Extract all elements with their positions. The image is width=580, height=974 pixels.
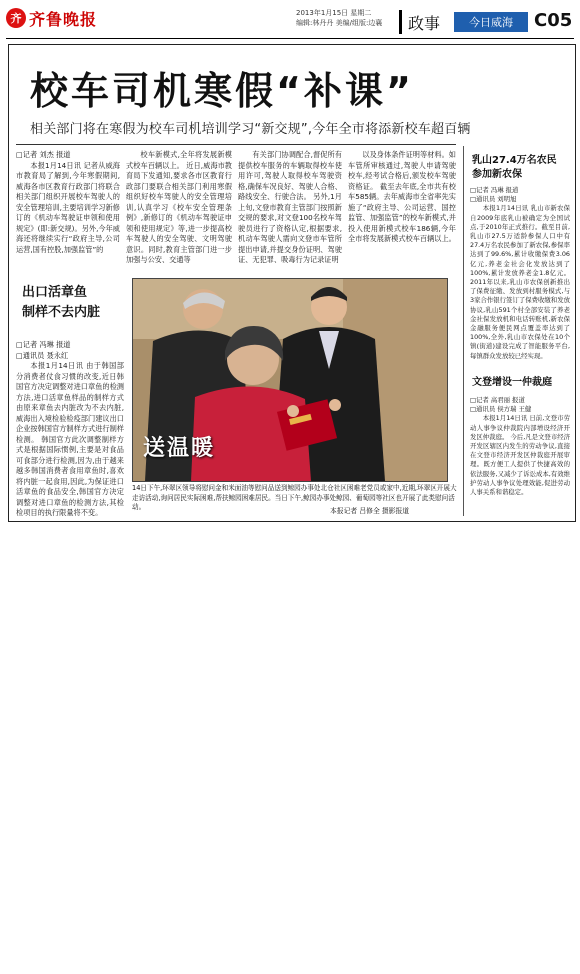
lead-paragraph: 以及身体条件证明等材料。如车管所审核通过,驾驶人申请驾驶校车,经考试合格后,颁发校车驾驶资格证。 截至去年底,全市共有校车585辆。去年威海市全省率先实施了“政府主导、公司运营、国控监管、加强监管”的校车新模式,并投入使用新模式校车186辆,今年全市将发展新模式校车百辆以上。 [348,150,456,243]
photo-credit: 本报记者 吕修全 摄影报道 [330,507,410,515]
newspaper-logo [6,6,97,30]
fish-article [16,340,124,517]
lead-column-1 [16,150,120,254]
sidebar-story1-title-line1: 乳山27.4万名农民 [472,155,557,166]
page-number: C05 [534,10,573,31]
masthead-rule [6,38,574,39]
logo-text: 齐鲁晚报 [29,9,98,29]
blank-page-area [0,522,580,974]
fish-byline: □通讯员 聂永红 [16,350,69,360]
fish-paragraph: 本报1月14日讯 由于韩国部分消费者仗食习惯的改变,近日韩国官方决定调整对进口章鱼的检测方法,进口活章鱼样品的制样方式由原来章鱼去内脏改为不去内脏,威海出入境检验检疫部门建议出口企业按韩国官方制样方式进行制样检测。 韩国官方此次调整制样方式是根据国际惯例,主要是对食品可食部分进行检测,因为,由于越来越多韩国消费者食用章鱼时,喜欢将内脏一起食用,因此,为保证进口活章鱼的食品安全,韩国官方决定调整对进口章鱼的检测方法,其检检项目的执行限量将不变。 [16,361,124,517]
lead-paragraph: 本报1月14日讯 记者从威海市教育局了解到,今年寒假期间,威海各市区教育行政部门将联合相关部门组织开展校车驾驶人的安全管理培训,主要培训学习新修订的《机动车驾驶证申领和使用规定》(即:新交规)。另外,今年威海还将继续实行“政府主导,公司运营,国有控股,加强监管”的 [16,160,120,254]
section-divider [399,10,402,34]
issue-meta [296,8,396,28]
sidebar-paragraph: 本报1月14日讯 乳山市新农保自2009年底乳山被确定为全国试点,于2010年正式推行。截至目前,乳山市27.5万适龄参保人口中有27.4万名农民参加了新农保,参保率达到了99.6%,累计收缴保费3.06亿元,养老金社会化发放达到了100%,累计发放养老金1.8亿元。 2011年以来,乳山市农保创新推出了保费征缴、发放到村服务模式,与3家合作银行签订了保费收缴和发放协议,乳山591个村全部安装了养老金社保发放机和电话转账机,新农保金融服务便民网点覆盖率达到了100%,全外,乳山市农保处在10个镇(街道)建设完成了智能服务平台,每镇群众发放较已经实现。 [470,204,570,360]
fish-byline: □记者 冯琳 报道 [16,340,71,349]
edition-badge: 今日威海 [454,12,528,32]
sidebar-story1-title-line2: 参加新农保 [472,169,522,180]
headline-rule [16,144,456,145]
lead-paragraph: 校车新模式,全年将发展新模式校车百辆以上。 近日,威海市教育局下发通知,要求各市区教育行政部门要联合相关部门利用寒假组织好校车驾驶人的安全管理培训,认真学习《校车安全管理条例》,新修订的《机动车驾驶证申领和使用规定》等,进一步提高校车驾驶人的安全驾驶、文明驾驶意识。同时,教育主管部门进一步加强与公安、交通等 [126,150,232,264]
sidebar-byline: □通讯员 侯方瑞 王健 [470,405,532,414]
masthead [6,4,574,38]
lead-column-3 [238,150,342,274]
sidebar-story2 [470,396,570,516]
lead-headline: 校车司机寒假“补课” [30,69,414,113]
sidebar-story2-title: 文登增设一仲裁庭 [472,377,552,388]
section-name: 政事 [408,14,441,33]
logo-emblem-icon: 齐 [6,8,26,28]
lead-byline: □记者 刘杰 报道 [16,150,71,159]
fish-title-line2: 制样不去内脏 [22,305,101,320]
lead-column-4 [348,150,456,274]
news-photo [132,278,448,482]
sidebar-story1 [470,186,570,366]
fish-title-line1: 出口活章鱼 [22,285,88,300]
sidebar-byline: □记者 冯琳 报道 [470,186,519,194]
photo-caption: 14日下午,环翠区领导将慰问金和米面油等慰问品送到鲸园办事处北仓社区困难老党员或家中,近期,环翠区开展大走访活动,询问居民实际困难,帮扶鲸园困难居民。当日下午,鲸园办事处鲸园、葡萄园等社区也开展了此类慰问活动。 [132,484,457,511]
lead-paragraph: 有关部门协调配合,督促所有提供校车服务的车辆取得校车使用许可,驾驶人取得校车驾驶资格,确保车况良好、驾驶人合格、路线安全、行驶合法。 另外,1月上旬,文登市教育主管部门按照新交规的要求,对文登100名校车驾驶员进行了资格认定,根据要求,机动车驾驶人需向文登市车管所提出申请,并提交身份证明、驾驶证、无犯罪、吸毒行为记录证明 [238,150,342,264]
sidebar-paragraph: 本报1月14日讯 日前,文登市劳动人事争议仲裁院内部增设经济开发区仲裁庭。 今后,凡是文登市经济开发区辖区内发生的劳动争议,直接在文登市经济开发区仲裁庭开展审理。既方便工人提供了快捷高效的依法服务,又减少了诉讼成本,有效维护劳动人事争议处理效能,促进劳动人事关系和谐稳定。 [470,414,570,497]
sidebar-byline: □记者 高君丽 报道 [470,396,525,404]
issue-date: 2013年1月15日 星期二 [296,9,372,17]
issue-editors: 编辑:林丹丹 美编/组版:边襄 [296,19,383,27]
photo-overlay-title: 送温暖 [143,436,216,461]
sidebar-divider [463,146,464,516]
sidebar-byline: □通讯员 刘明旭 [470,195,517,204]
lead-column-2 [126,150,232,274]
lead-subhead: 相关部门将在寒假为校车司机培训学习“新交规”,今年全市将添新校车超百辆 [30,122,471,137]
